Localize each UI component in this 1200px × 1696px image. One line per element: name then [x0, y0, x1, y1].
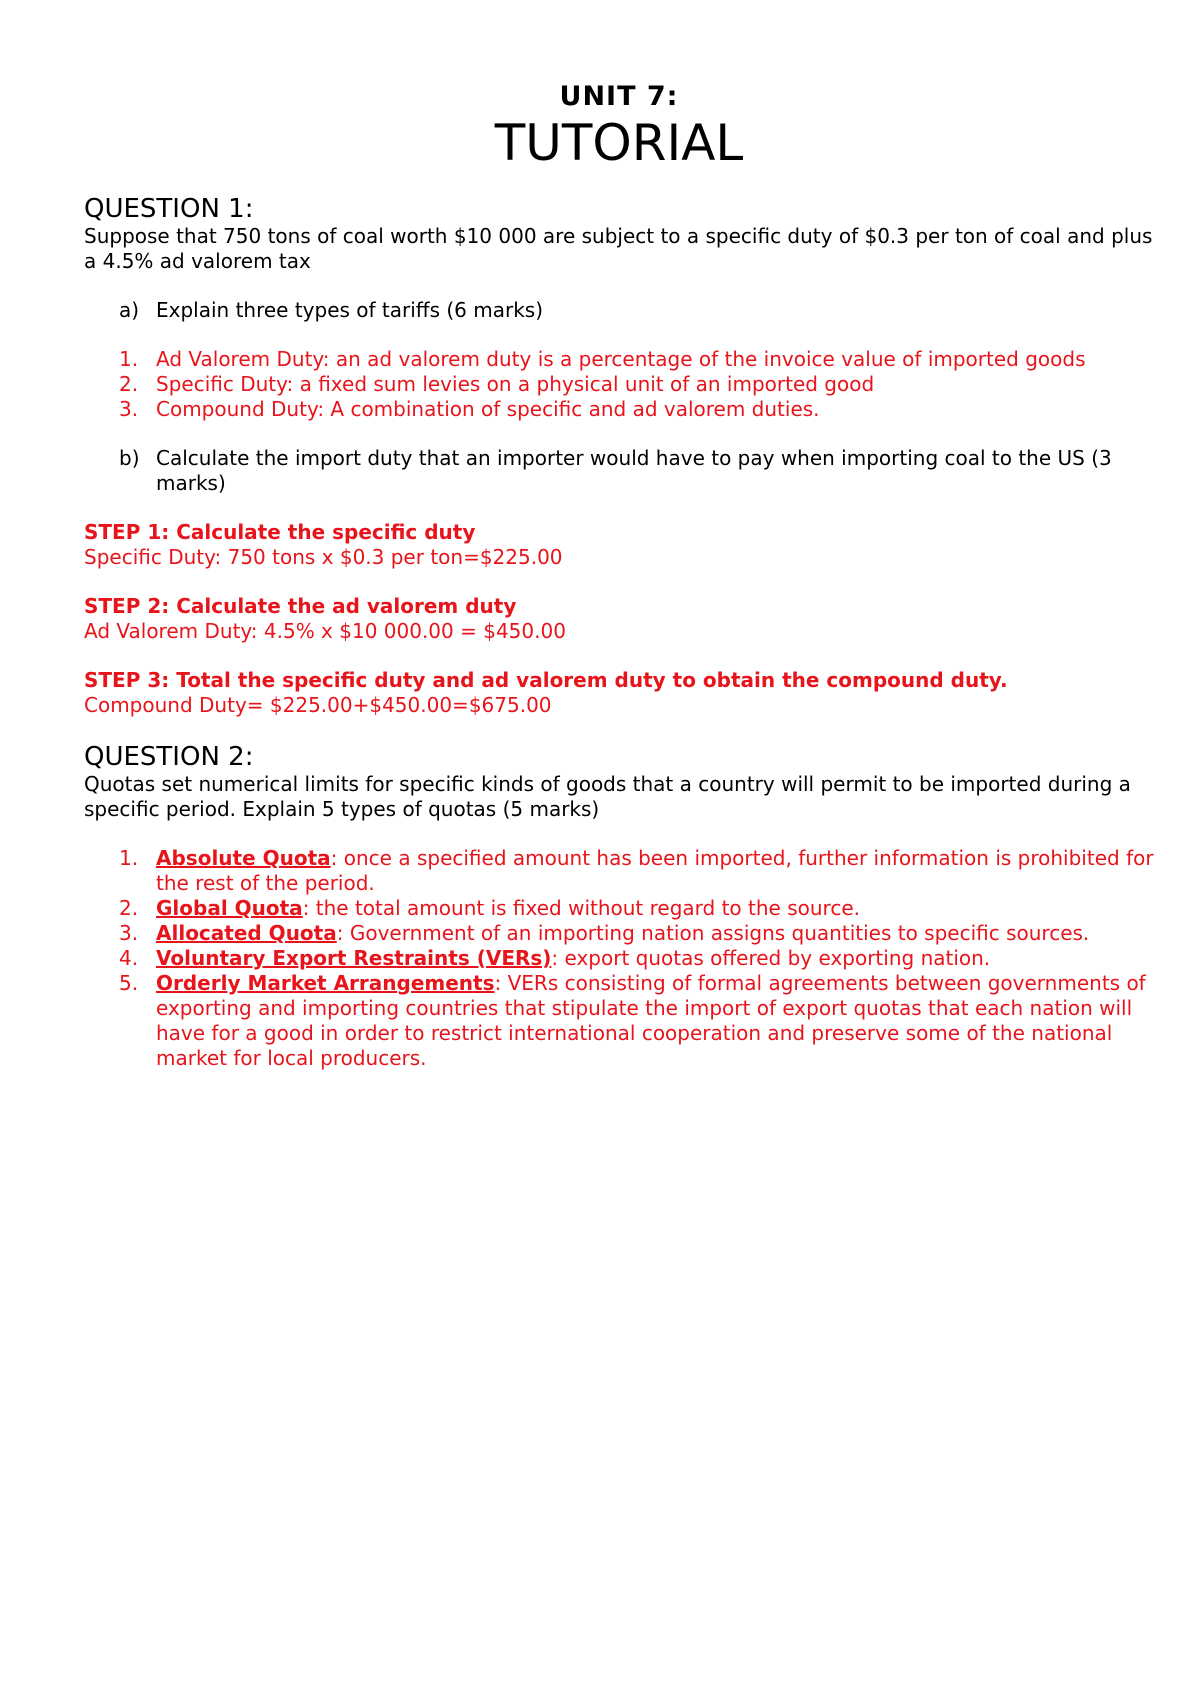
- tariff-text: Specific Duty: a fixed sum levies on a physical unit of an imported good: [156, 372, 875, 396]
- list-marker: b): [119, 446, 140, 470]
- question-2-heading: QUESTION 2:: [84, 742, 254, 772]
- question-2-intro: Quotas set numerical limits for specific kinds of goods that a country will permit to be imported during a specific period. Explain 5 types of quotas (5 marks): [84, 772, 1131, 821]
- tariff-item: [84, 372, 1154, 397]
- quota-term: Global Quota: [156, 896, 303, 920]
- part-b-text: Calculate the import duty that an importer would have to pay when importing coal to the US (3 marks): [156, 446, 1112, 495]
- quota-term: Orderly Market Arrangements: [156, 971, 495, 995]
- list-marker: 2.: [119, 372, 139, 396]
- quota-definition: : export quotas offered by exporting nation.: [551, 946, 991, 970]
- question-1-intro: Suppose that 750 tons of coal worth $10 000 are subject to a specific duty of $0.3 per ton of coal and plus a 4.5% ad valorem tax: [84, 224, 1153, 273]
- step-1-body: Specific Duty: 750 tons x $0.3 per ton=$225.00: [84, 545, 563, 569]
- tariff-text: Ad Valorem Duty: an ad valorem duty is a percentage of the invoice value of imported goods: [156, 347, 1086, 371]
- tariff-item: [84, 397, 1154, 422]
- step-3-body: Compound Duty= $225.00+$450.00=$675.00: [84, 693, 552, 717]
- step-1-title: STEP 1: Calculate the specific duty: [84, 520, 476, 544]
- list-marker: 4.: [119, 946, 139, 970]
- step-2-body: Ad Valorem Duty: 4.5% x $10 000.00 = $450.00: [84, 619, 566, 643]
- quota-item: [84, 946, 1154, 971]
- list-marker: 1.: [119, 846, 139, 870]
- quota-item: [84, 921, 1154, 946]
- quota-definition: : VERs consisting of formal agreements between governments of exporting and importing countries that stipulate the import of export quotas that each nation will have for a good in order to restrict international cooperation and preserve some of the national market for local producers.: [156, 971, 1146, 1070]
- step-3-title: STEP 3: Total the specific duty and ad valorem duty to obtain the compound duty.: [84, 668, 1008, 692]
- question-1-heading: QUESTION 1:: [84, 194, 254, 224]
- quota-term: Allocated Quota: [156, 921, 337, 945]
- quota-term: Voluntary Export Restraints (VERs): [156, 946, 552, 970]
- list-marker: 3.: [119, 397, 139, 421]
- quota-item: [84, 896, 1154, 921]
- question-1-part-b: [84, 446, 1154, 496]
- list-marker: 3.: [119, 921, 139, 945]
- list-marker: 2.: [119, 896, 139, 920]
- part-a-text: Explain three types of tariffs (6 marks): [156, 298, 544, 322]
- quota-item: [84, 971, 1154, 1071]
- page-title: TUTORIAL: [494, 114, 744, 172]
- list-marker: 1.: [119, 347, 139, 371]
- quota-item: [84, 846, 1154, 896]
- tariff-item: [84, 347, 1154, 372]
- quota-definition: : Government of an importing nation assigns quantities to specific sources.: [336, 921, 1090, 945]
- list-marker: 5.: [119, 971, 139, 995]
- question-1-part-a: [84, 298, 1154, 323]
- unit-heading: UNIT 7:: [559, 81, 679, 112]
- list-marker: a): [119, 298, 140, 322]
- tariff-text: Compound Duty: A combination of specific and ad valorem duties.: [156, 397, 820, 421]
- quota-definition: : the total amount is fixed without regard to the source.: [302, 896, 860, 920]
- document-page: [84, 80, 1154, 1071]
- quota-term: Absolute Quota: [156, 846, 331, 870]
- quota-definition: : once a specified amount has been imported, further information is prohibited for the rest of the period.: [156, 846, 1154, 895]
- step-2-title: STEP 2: Calculate the ad valorem duty: [84, 594, 517, 618]
